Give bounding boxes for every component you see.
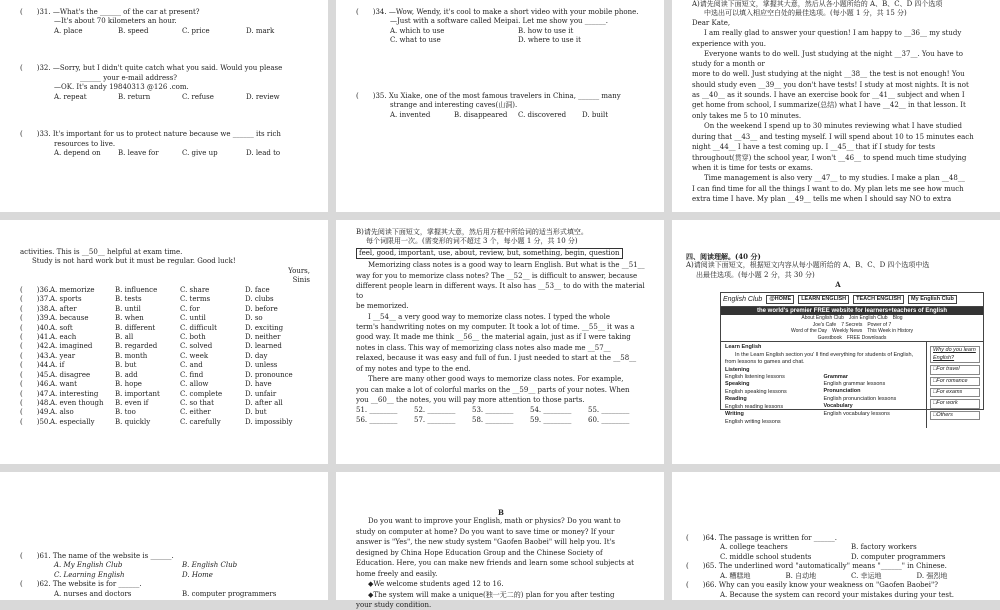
question-stem: ( )64. The passage is written for ______. (686, 534, 837, 542)
lesson-category: Reading (725, 396, 747, 403)
question-stem: ( )66. Why can you easily know your weakness on "Gaofen Baobei"? (686, 581, 939, 590)
option: C. what to use (390, 36, 441, 45)
question-number: ( )46. (20, 380, 51, 389)
option: D. lead to (246, 148, 281, 157)
option: A. each (50, 332, 77, 341)
option: A. depend on (54, 148, 101, 157)
site-nav (721, 315, 983, 341)
answer-blank[interactable]: 60. ________ (588, 415, 630, 424)
option: B. how to use it (518, 26, 574, 35)
passage-line: home freely and easily. (356, 569, 438, 578)
answer-blank[interactable]: 52. ________ (414, 406, 456, 415)
site-tab: TEACH ENGLISH (853, 295, 904, 304)
option: B. speed (118, 26, 149, 35)
option: A. which to use (390, 26, 445, 35)
question-number: ( )47. (20, 389, 51, 398)
option: D. 强烈地 (916, 571, 948, 580)
lesson-category: Pronunciation (823, 388, 861, 395)
panel-q64-66 (672, 472, 1000, 600)
option: C. Learning English (54, 570, 125, 579)
checkbox-icon: □ (933, 377, 937, 384)
passage-line: There are many other good ways to memorize class notes. For example, (368, 375, 624, 384)
option: C. for (180, 304, 200, 313)
option: D. review (246, 92, 280, 101)
passage-line: be memorized. (356, 302, 409, 311)
passage-line: I __54__ a very good way to memorize class notes. I typed the whole (368, 312, 610, 321)
website-figure (720, 292, 984, 425)
option: B. when (115, 314, 144, 323)
question-line: —It's about 70 kilometers an hour. (54, 17, 177, 26)
question-34 (356, 8, 646, 46)
panel-q61-62 (0, 472, 328, 600)
option: C. until (180, 314, 206, 323)
option: B. disappeared (454, 110, 508, 119)
question-35 (356, 92, 646, 120)
passage-line: Dear Kate, (692, 18, 731, 27)
option: D. Home (182, 570, 213, 579)
passage-line: of my notes and type to the end. (356, 364, 471, 373)
option: B. computer programmers (182, 589, 277, 598)
panel-reading-a (672, 220, 1000, 464)
passage-line: way for you to memorize class notes? The __52__ is difficult to answer, because (356, 271, 638, 280)
answer-blank[interactable]: 55. ________ (588, 406, 630, 415)
option: D. clubs (245, 295, 274, 304)
question-line: resources to live. (54, 139, 116, 148)
option: B. factory workers (851, 543, 917, 552)
lesson-link: English reading lessons (725, 403, 784, 410)
passage-line: different people learn in different ways. It also has __53__ to do with the material to (356, 282, 645, 300)
question-number: ( )44. (20, 361, 51, 370)
passage-line: Time management is also very __47__ to my studies. I make a plan __48__ (704, 174, 965, 183)
option: C. difficult (180, 323, 217, 332)
answer-blanks (356, 406, 646, 425)
site-header (721, 293, 983, 307)
option-row (20, 286, 310, 295)
section-heading: A)请阅读下面短文，根据短文内容从每小题所给的 A、B、C、D 四个选项中选 (686, 261, 930, 270)
option: C. both (180, 332, 206, 341)
option: C. solved (180, 342, 213, 351)
option-row (20, 371, 310, 380)
passage-line: as __40__ as it sounds. I have an exercise book for __41__ subject and when I (692, 90, 965, 99)
question-33 (20, 130, 310, 158)
option: B. different (115, 323, 156, 332)
option: C. terms (180, 295, 211, 304)
poll-option-label: For travel (936, 366, 960, 373)
option: A. imagined (50, 342, 93, 351)
option: B. but (115, 361, 137, 370)
option-row (20, 408, 310, 417)
option: A. nurses and doctors (54, 589, 132, 598)
question-line: —Just with a software called Meipai. Let me show you ______. (390, 17, 609, 26)
question-stem: ( )35. Xu Xiake, one of the most famous travelers in China, ______ many (356, 91, 621, 100)
option-table (20, 286, 310, 428)
option: B. important (115, 389, 160, 398)
option: D. computer programmers (851, 552, 946, 561)
checkbox-icon: □ (933, 411, 937, 418)
passage-line: night __44__ I have a test coming up. I __45__ that if I study for tests (692, 143, 936, 152)
passage-line: designed by China Hope Education Group and the Chinese Society of (356, 548, 603, 557)
question-stem: ( )62. The website is for ______. (20, 580, 142, 589)
option: B. influence (115, 285, 158, 294)
passage-line: ◆The system will make a unique(独一无二的) plan for you after testing (368, 590, 615, 599)
passage-line: should study even __39__ you don't have tests! I study at most nights. It is not (692, 80, 969, 89)
passage-line: I am really glad to answer your question! I am happy to __36__ my study (704, 29, 962, 38)
option: B. English Club (182, 561, 238, 570)
question-stem: ( )65. The underlined word "automatically" means "______" in Chinese. (686, 562, 947, 571)
site-logo: English Club (723, 295, 763, 303)
option: D. unless (245, 361, 278, 370)
option: A. My English Club (54, 561, 123, 570)
option: C. find (180, 370, 204, 379)
passage-line: only takes me 5 to 10 minutes. (692, 111, 802, 120)
option: C. middle school students (720, 552, 812, 561)
poll-option-label: For work (936, 400, 958, 407)
option: C. complete (180, 389, 223, 398)
passage-line: answer is "Yes", the new study system "Gaofen Baobei" will help you. It's (356, 538, 616, 547)
passage-line: experience with you. (692, 39, 766, 48)
option: C. either (180, 408, 211, 417)
poll-option (930, 365, 980, 374)
option: D. where to use it (518, 36, 581, 45)
passage-line: notes in class. This way of memorizing class notes also made me __57__ (356, 343, 611, 352)
panel-cloze-options (0, 220, 328, 464)
passage-line: Do you want to improve your English, math or physics? Do you want to (368, 517, 621, 526)
poll-option (930, 399, 980, 408)
option: D. exciting (245, 323, 284, 332)
option: C. carefully (180, 417, 221, 426)
lesson-link: English vocabulary lessons (823, 410, 890, 417)
option: D. impossibly (245, 417, 293, 426)
passage-line: ◆We welcome students aged 12 to 16. (368, 580, 504, 589)
section-heading: 出最佳选项。(每小题 2 分，共 30 分) (696, 270, 815, 279)
passage-line: On the weekend I spend up to 30 minutes reviewing what I have studied (704, 122, 962, 131)
section-heading: 每个词限用一次。(需变形的词不超过 3 个，每小题 1 分，共 10 分) (366, 237, 578, 246)
option: D. built (582, 110, 609, 119)
option: D. unfair (245, 389, 277, 398)
letter-signature: Sinis (292, 276, 310, 285)
question-line: ______ your e-mail address? (80, 73, 178, 82)
checkbox-icon: □ (933, 400, 937, 407)
nav-line: Guestbook FREE Downloads (817, 334, 887, 341)
poll-option-label: For romance (936, 377, 968, 384)
option: A. invented (390, 110, 431, 119)
word-box: feel, good, important, use, about, review, but, something, begin, question (356, 248, 623, 259)
option: B. until (115, 304, 141, 313)
lesson-link: English writing lessons (725, 418, 781, 425)
poll-option (930, 377, 980, 386)
option: A. year (50, 351, 76, 360)
panel-q31-33 (0, 0, 328, 212)
option-row (20, 380, 310, 389)
option: A. especially (50, 417, 95, 426)
question-number: ( )37. (20, 295, 51, 304)
option-row (20, 418, 310, 427)
option-row (20, 295, 310, 304)
site-tab: @HOME (766, 295, 794, 304)
answer-blank[interactable]: 59. ________ (530, 415, 572, 424)
option: D. neither (245, 332, 281, 341)
panel-q34-35 (336, 0, 664, 212)
option: D. after all (245, 399, 283, 407)
option: C. discovered (518, 110, 567, 119)
passage-line: you __60__ the notes, you will pay more attention to those parts. (356, 396, 585, 404)
lesson-link: English speaking lessons (725, 388, 787, 395)
question-number: ( )49. (20, 408, 51, 417)
section-heading: 中选出可以填入相应空白处的最佳选项。(每小题 1 分，共 15 分) (704, 9, 907, 18)
option: A. repeat (54, 92, 87, 101)
option: B. return (118, 92, 151, 101)
option: A. memorize (50, 285, 95, 294)
question-number: ( )41. (20, 332, 51, 341)
answer-blank[interactable]: 57. ________ (414, 415, 456, 424)
passage-line: during that __43__ and testing myself. I will spend about 10 to 15 minutes each (692, 132, 974, 141)
site-tab: LEARN ENGLISH (798, 295, 849, 304)
option: A. disagree (50, 370, 91, 379)
option: C. 幸运地 (851, 571, 882, 580)
letter-closing: Yours, (288, 266, 310, 275)
checkbox-icon: □ (933, 388, 937, 395)
option: B. regarded (115, 342, 158, 351)
lesson-link: English grammar lessons (823, 380, 886, 387)
question-line: strange and interesting caves(山洞). (390, 101, 518, 110)
passage-line: study on computer at home? Do you want to save time or money? If your (356, 527, 615, 536)
lesson-link: English listening lessons (725, 373, 785, 380)
section-heading: A)请先阅读下面短文，掌握其大意，然后从各小题所给的 A、B、C、D 四个选项 (692, 0, 943, 8)
question-stem: ( )32. —Sorry, but I didn't quite catch what you said. Would you please (20, 64, 283, 73)
question-stem: ( )61. The name of the website is ______. (20, 552, 174, 560)
option: A. if (50, 361, 65, 370)
option-row (20, 305, 310, 314)
option: D. pronounce (245, 370, 293, 379)
passage-line: I can find time for all the things I want to do. My plan lets me see how much (692, 184, 964, 193)
option: D. have (245, 380, 272, 389)
section-title: 四、阅读理解。(40 分) (686, 252, 761, 261)
answer-blank[interactable]: 56. ________ (356, 415, 398, 424)
passage-line: you can make a lot of colorful marks on the __59__ parts of your notes. When (356, 385, 630, 394)
option-row (20, 324, 310, 333)
option: A. interesting (50, 389, 99, 398)
option-row (20, 352, 310, 361)
lesson-category: Grammar (823, 373, 848, 380)
option: B. tests (115, 295, 142, 304)
question-number: ( )50. (20, 417, 51, 426)
learn-title: Learn English (725, 344, 762, 351)
option-row (20, 342, 310, 351)
question-stem: ( )34. —Wow, Wendy, it's cool to make a short video with your mobile phone. (356, 8, 639, 16)
checkbox-icon: □ (933, 366, 937, 373)
option: B. quickly (115, 417, 151, 426)
option: A. place (54, 26, 83, 35)
passage-label: A (835, 280, 841, 290)
option: A. 糟糕地 (720, 571, 751, 580)
option: C. price (182, 26, 210, 35)
passage-line: good way. It made me think __56__ the material again, just as if I were taking (356, 333, 631, 342)
option: B. 自动地 (785, 571, 817, 580)
passage-line: relaxed, because it was easy and full of fun. I just needed to start at the __58__ (356, 354, 637, 363)
option: B. hope (115, 380, 142, 389)
poll-box (927, 342, 983, 428)
option: A. want (50, 380, 77, 389)
question-number: ( )38. (20, 304, 51, 313)
site-tagline: the world's premier FREE website for learners+teachers of English (721, 307, 983, 315)
nav-line: Joe's Cafe 7 Secrets Power of 7 (812, 321, 892, 328)
option: D. so (245, 314, 263, 323)
question-number: ( )45. (20, 370, 51, 379)
question-number: ( )42. (20, 342, 51, 351)
passage-line: Memorizing class notes is a good way to learn English. But what is the __51__ (368, 261, 645, 270)
option: A. after (50, 304, 77, 313)
passage-line: Study is not hard work but it must be regular. Good luck! (32, 257, 236, 266)
passage-line: when it is time for tests or exams. (692, 164, 813, 172)
poll-option (930, 411, 980, 420)
question-stem: ( )33. It's important for us to protect nature because we ______ its rich (20, 130, 281, 139)
option: B. even if (115, 399, 149, 407)
option: A. Because the system can record your mistakes during your test. (720, 590, 955, 599)
answer-blank[interactable]: 53. ________ (472, 406, 514, 415)
question-32 (20, 64, 310, 102)
lesson-link: English pronunciation lessons (823, 395, 897, 402)
option: B. add (115, 370, 138, 379)
lesson-category: Listening (725, 366, 750, 373)
panel-reading-b (336, 472, 664, 609)
passage-line: Everyone wants to do well. Just studying at the night __37__. You have to study for a month or (692, 50, 963, 68)
passage-line: activities. This is __50__ helpful at exam time. (20, 248, 183, 256)
option: A. even though (50, 399, 104, 407)
answer-blank[interactable]: 54. ________ (530, 406, 572, 415)
question-line: —OK. It's andy 19840313 @126 .com. (54, 83, 189, 92)
option: C. so that (180, 399, 214, 407)
question-number: ( )40. (20, 323, 51, 332)
passage-line: more to do well. Just studying at the night __38__ the test is not enough! You (692, 70, 965, 79)
answer-blank[interactable]: 51. ________ (356, 406, 398, 415)
passage-line: term's handwriting notes on my computer. It took a lot of time. __55__ it was a (356, 322, 635, 331)
passage-line: your study condition. (356, 600, 432, 609)
site-body (721, 341, 983, 428)
option: C. week (180, 351, 209, 360)
passage-label: B (498, 508, 504, 517)
option: B. leave for (118, 148, 159, 157)
option: B. month (115, 351, 148, 360)
panel-cloze-a (672, 0, 1000, 212)
option: D. but (245, 408, 267, 417)
option: C. refuse (182, 92, 214, 101)
poll-option-label: Others (936, 411, 953, 418)
option-row (20, 361, 310, 370)
question-number: ( )39. (20, 314, 51, 323)
poll-option (930, 388, 980, 397)
answer-blank[interactable]: 58. ________ (472, 415, 514, 424)
lesson-category: Speaking (725, 381, 750, 388)
option: B. too (115, 408, 136, 417)
option: C. give up (182, 148, 218, 157)
nav-line: Word of the Day Weekly News This Week in History (791, 328, 913, 335)
learn-text: In the Learn English section you' ll find everything for students of English, from lessons to games and chat. (725, 351, 914, 366)
passage-line: get home from school, I summarize(总结) what I have __42__ in that lesson. It (692, 101, 966, 110)
option: A. also (50, 408, 74, 417)
question-number: ( )43. (20, 351, 51, 360)
option-row (20, 314, 310, 323)
question-number: ( )48. (20, 399, 51, 407)
option: A. college teachers (720, 543, 788, 552)
lesson-category: Vocabulary (823, 403, 853, 410)
option: D. day (245, 351, 268, 360)
poll-question: Why do you learn English? (930, 346, 980, 363)
option-row (20, 333, 310, 342)
option: D. face (245, 285, 270, 294)
option: B. all (115, 332, 134, 341)
option: C. allow (180, 380, 209, 389)
question-31 (20, 8, 310, 36)
option-row (20, 399, 310, 408)
site-tab: My English Club (908, 295, 957, 304)
poll-option-label: For exams (936, 388, 963, 395)
nav-line: About English Club Join English Club Blog (801, 315, 903, 322)
section-heading: B)请先阅读下面短文，掌握其大意，然后用方框中所给词的适当形式填空。 (356, 228, 588, 236)
lesson-category: Writing (725, 411, 744, 418)
option: A. because (50, 314, 89, 323)
panel-word-fill-b (336, 220, 664, 464)
option: C. share (180, 285, 210, 294)
question-stem: ( )31. —What's the ______ of the car at present? (20, 8, 200, 16)
option: D. before (245, 304, 278, 313)
option: C. and (180, 361, 203, 370)
option-row (20, 390, 310, 399)
option: D. learned (245, 342, 282, 351)
passage-line: Education. Here, you can make new friends and learn some school subjects at (356, 559, 634, 568)
option: A. sports (50, 295, 82, 304)
learn-section (721, 342, 927, 428)
question-number: ( )36. (20, 285, 51, 294)
option: D. mark (246, 26, 275, 35)
passage-line: extra time I have. My plan __49__ tells me when I should say NO to extra (692, 195, 952, 204)
passage-line: throughout(贯穿) the school year, I won't __46__ to spend much time studying (692, 153, 967, 162)
option: A. soft (50, 323, 73, 332)
